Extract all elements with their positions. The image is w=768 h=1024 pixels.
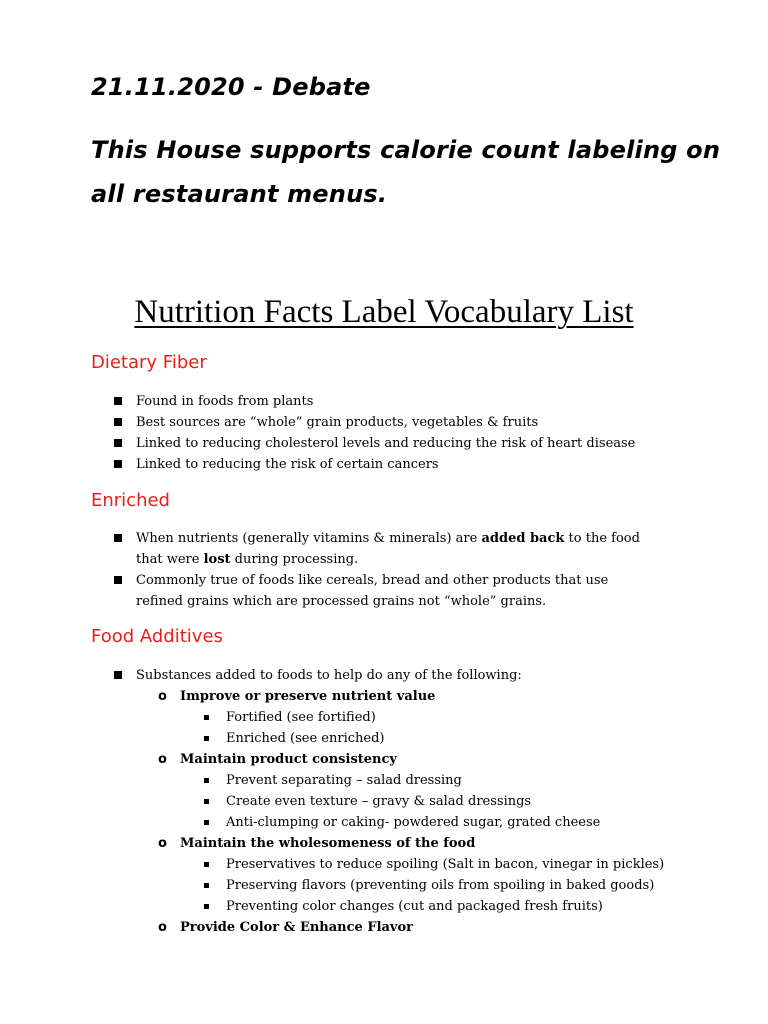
square-bullet-icon <box>114 460 122 468</box>
dietary-fiber-list <box>114 391 674 475</box>
list-item: Commonly true of foods like cereals, bread and other products that use refined grains which are processed grains not “whole” grains. <box>114 570 644 612</box>
enriched-list <box>114 528 644 612</box>
list-item: o Maintain the wholesomeness of the food Preservatives to reduce spoiling (Salt in bacon, vinegar in pickles) Preserving flavors (preventing oils from spoiling in baked goods) Preventing color changes (cut and packaged fresh fruits) <box>158 833 718 917</box>
circle-bullet-icon: o <box>158 689 167 704</box>
square-bullet-icon <box>114 576 122 584</box>
circle-bullet-icon: o <box>158 836 167 851</box>
square-bullet-icon <box>114 397 122 405</box>
sub-list <box>180 707 718 749</box>
square-bullet-icon <box>114 418 122 426</box>
section-heading-dietary-fiber: Dietary Fiber <box>91 352 207 373</box>
list-item: Linked to reducing cholesterol levels and reducing the risk of heart disease <box>114 433 674 454</box>
list-item: Create even texture – gravy & salad dressings <box>204 791 718 812</box>
small-square-bullet-icon <box>204 778 209 783</box>
list-item: Prevent separating – salad dressing <box>204 770 718 791</box>
food-additives-intro <box>114 665 674 686</box>
debate-date-heading: 21.11.2020 - Debate <box>91 73 371 101</box>
square-bullet-icon <box>114 439 122 447</box>
list-item: Substances added to foods to help do any of the following: <box>114 665 674 686</box>
list-item: Anti-clumping or caking- powdered sugar, grated cheese <box>204 812 718 833</box>
small-square-bullet-icon <box>204 799 209 804</box>
small-square-bullet-icon <box>204 904 209 909</box>
small-square-bullet-icon <box>204 883 209 888</box>
list-item: o Improve or preserve nutrient value Fortified (see fortified) Enriched (see enriched) <box>158 686 718 749</box>
square-bullet-icon <box>114 671 122 679</box>
small-square-bullet-icon <box>204 820 209 825</box>
circle-bullet-icon: o <box>158 752 167 767</box>
list-item: Best sources are “whole” grain products, vegetables & fruits <box>114 412 674 433</box>
debate-motion: This House supports calorie count labeling on all restaurant menus. <box>91 136 721 208</box>
list-item: Preserving flavors (preventing oils from spoiling in baked goods) <box>204 875 718 896</box>
section-heading-enriched: Enriched <box>91 490 170 511</box>
sub-list <box>180 854 718 917</box>
list-item: Enriched (see enriched) <box>204 728 718 749</box>
section-heading-food-additives: Food Additives <box>91 626 223 647</box>
list-item: Linked to reducing the risk of certain cancers <box>114 454 674 475</box>
list-item: Preservatives to reduce spoiling (Salt in bacon, vinegar in pickles) <box>204 854 718 875</box>
list-item: Preventing color changes (cut and packaged fresh fruits) <box>204 896 718 917</box>
square-bullet-icon <box>114 534 122 542</box>
list-item: o Maintain product consistency Prevent separating – salad dressing Create even texture – gravy & salad dressings Anti-clumping or caking- powdered sugar, grated cheese <box>158 749 718 833</box>
list-item: When nutrients (generally vitamins & minerals) are added back to the food that were lost during processing. <box>114 528 644 570</box>
list-item: o Provide Color & Enhance Flavor <box>158 917 718 938</box>
list-item: Found in foods from plants <box>114 391 674 412</box>
small-square-bullet-icon <box>204 862 209 867</box>
food-additives-groups <box>158 686 718 938</box>
small-square-bullet-icon <box>204 736 209 741</box>
list-item: Fortified (see fortified) <box>204 707 718 728</box>
circle-bullet-icon: o <box>158 920 167 935</box>
page-title: Nutrition Facts Label Vocabulary List <box>134 294 634 330</box>
small-square-bullet-icon <box>204 715 209 720</box>
sub-list <box>180 770 718 833</box>
